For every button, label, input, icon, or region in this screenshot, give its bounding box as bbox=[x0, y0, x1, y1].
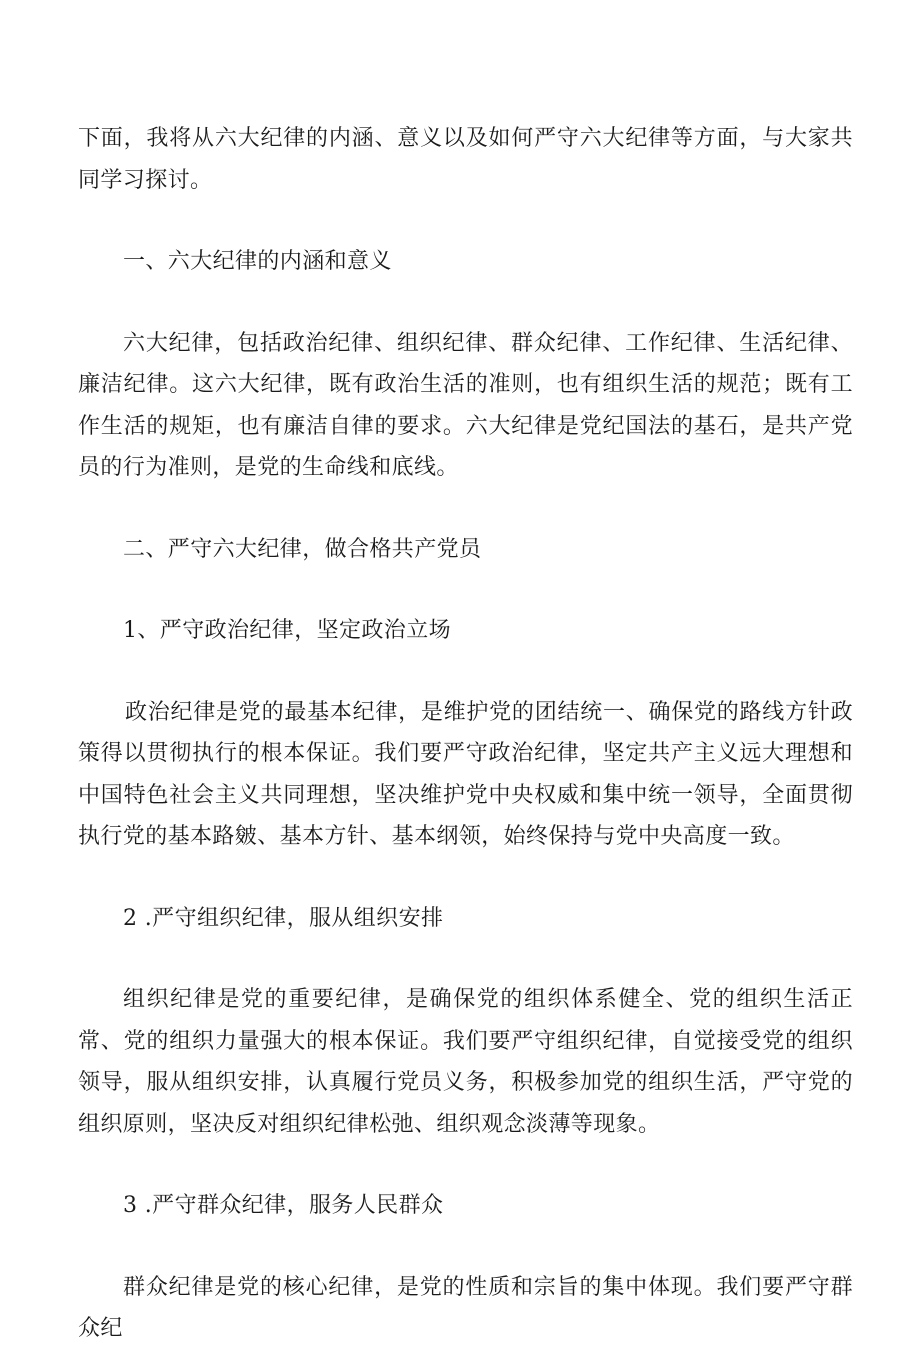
paragraph-spacer bbox=[78, 283, 853, 323]
body-paragraph-political: 政治纪律是党的最基本纪律，是维护党的团结统一、确保党的路线方针政策得以贯彻执行的根本保证。我们要严守政治纪律，坚定共产主义远大理想和中国特色社会主义共同理想，坚决维护党中央权威和集中统一领导，全面贯彻执行党的基本路皴、基本方针、基本纲领，始终保持与党中央高度一致。 bbox=[78, 699, 853, 849]
subheading-mass: 3 .严守群众纪律，服务人民群众 bbox=[123, 1193, 444, 1218]
section-heading-1: 一、六大纪律的内涵和意义 bbox=[123, 249, 392, 274]
paragraph-spacer bbox=[78, 939, 853, 979]
intro-paragraph: 下面，我将从六大纪律的内涵、意义以及如何严守六大纪律等方面，与大家共同学习探讨。 bbox=[78, 126, 853, 193]
paragraph-spacer bbox=[78, 1145, 853, 1185]
body-paragraph-six-disciplines: 六大纪律，包括政治纪律、组织纪律、群众纪律、工作纪律、生活纪律、廉洁纪律。这六大纪律，既有政治生活的准则，也有组织生活的规范；既有工作生活的规矩，也有廉洁自律的要求。六大纪律是党纪国法的基石，是共产党员的行为准则，是党的生命线和底线。 bbox=[78, 330, 853, 480]
subheading-organizational: 2 .严守组织纪律，服从组织安排 bbox=[123, 905, 444, 931]
paragraph-spacer bbox=[78, 489, 853, 529]
paragraph-spacer bbox=[78, 858, 853, 898]
paragraph-spacer bbox=[78, 1227, 853, 1267]
paragraph-spacer bbox=[78, 201, 853, 241]
section-heading-2: 二、严守六大纪律，做合格共产党员 bbox=[123, 536, 482, 562]
paragraph-spacer bbox=[78, 652, 853, 692]
body-paragraph-mass: 群众纪律是党的核心纪律，是党的性质和宗旨的集中体现。我们要严守群众纪 bbox=[78, 1274, 853, 1341]
body-paragraph-organizational: 组织纪律是党的重要纪律，是确保党的组织体系健全、党的组织生活正常、党的组织力量强大的根本保证。我们要严守组织纪律，自觉接受党的组织领导，服从组织安排，认真履行党员义务，积极参加党的组织生活，严守党的组织原则，坚决反对组织纪律松弛、组织观念淡薄等现象。 bbox=[78, 987, 853, 1137]
document-body bbox=[78, 118, 853, 1350]
subheading-political: 1、严守政治纪律，坚定政治立场 bbox=[123, 618, 451, 643]
paragraph-spacer bbox=[78, 570, 853, 610]
